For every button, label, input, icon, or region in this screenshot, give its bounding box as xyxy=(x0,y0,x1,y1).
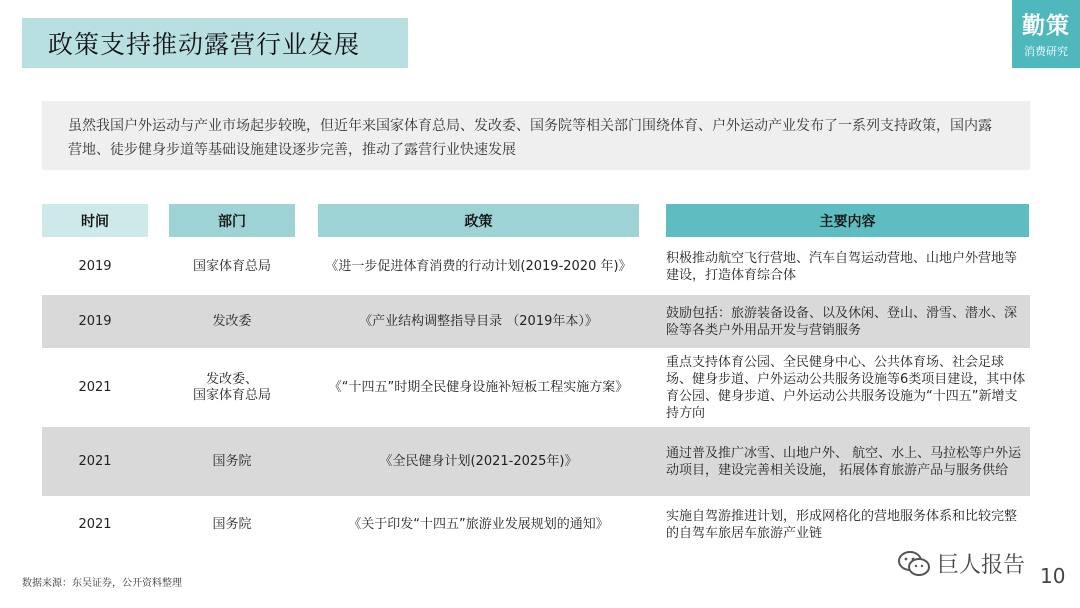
table-row xyxy=(42,427,1030,496)
header-dept: 部门 xyxy=(169,204,295,237)
cell-dept: 国务院 xyxy=(212,453,252,469)
table-row xyxy=(42,239,1030,294)
cell-policy: 《“十四五”时期全民健身设施补短板工程实施方案》 xyxy=(328,379,629,395)
header-content: 主要内容 xyxy=(666,204,1029,237)
page-number: 10 xyxy=(1040,564,1066,588)
cell-policy: 《全民健身计划(2021-2025年)》 xyxy=(379,453,578,469)
cell-time: 2019 xyxy=(78,313,112,329)
cell-content: 积极推动航空飞行营地、汽车自驾运动营地、山地户外营地等建设，打造体育综合体 xyxy=(666,250,1018,283)
cell-time: 2021 xyxy=(78,453,112,469)
table-row xyxy=(42,349,1030,426)
logo-sub-text: 消费研究 xyxy=(1024,45,1068,58)
cell-content: 实施自驾游推进计划，形成网格化的营地服务体系和比较完整的自驾车旅居车旅游产业链 xyxy=(666,508,1018,541)
table-row xyxy=(42,295,1030,348)
header-policy: 政策 xyxy=(318,204,639,237)
cell-policy: 《进一步促进体育消费的行动计划(2019-2020 年)》 xyxy=(325,258,632,274)
cell-time: 2019 xyxy=(78,258,112,274)
cell-time: 2021 xyxy=(78,379,112,395)
cell-dept: 国家体育总局 xyxy=(192,258,271,274)
cell-dept: 发改委 xyxy=(212,313,252,329)
page-title-banner xyxy=(22,18,408,68)
cell-content: 重点支持体育公园、全民健身中心、公共体育场、社会足球场、健身步道、户外运动公共服务设施等6类项目建设，其中体育公园、健身步道、户外运动公共服务设施为“十四五”新增支持方向 xyxy=(666,354,1026,421)
cell-dept: 国务院 xyxy=(212,516,252,532)
source-footnote: 数据来源：东吴证券，公开资料整理 xyxy=(22,578,182,589)
intro-paragraph: 虽然我国户外运动与产业市场起步较晚，但近年来国家体育总局、发改委、国务院等相关部门围绕体育、户外运动产业发布了一系列支持政策，国内露营地、徒步健身步道等基础设施建设逐步完善，推动了露营行业快速发展 xyxy=(42,101,1030,170)
logo-main-text: 勤策 xyxy=(1022,13,1070,39)
watermark xyxy=(897,548,1025,579)
brand-logo xyxy=(1012,0,1080,68)
cell-dept: 发改委、 国家体育总局 xyxy=(192,371,271,403)
watermark-text: 巨人报告 xyxy=(937,553,1026,578)
cell-policy: 《关于印发“十四五”旅游业发展规划的通知》 xyxy=(348,516,609,532)
cell-time: 2021 xyxy=(78,516,112,532)
header-time: 时间 xyxy=(42,204,148,237)
page-title: 政策支持推动露营行业发展 xyxy=(48,30,361,59)
table-row xyxy=(42,497,1030,552)
cell-policy: 《产业结构调整指导目录 （2019年本）》 xyxy=(359,313,598,329)
cell-content: 通过普及推广冰雪、山地户外、 航空、水上、马拉松等户外运动项目，建设完善相关设施， 拓展体育旅游产品与服务供给 xyxy=(666,445,1022,478)
cell-content: 鼓励包括：旅游装备设备、以及休闲、登山、滑雪、潜水、深险等各类户外用品开发与营销服务 xyxy=(666,305,1018,338)
wechat-icon xyxy=(897,550,931,578)
